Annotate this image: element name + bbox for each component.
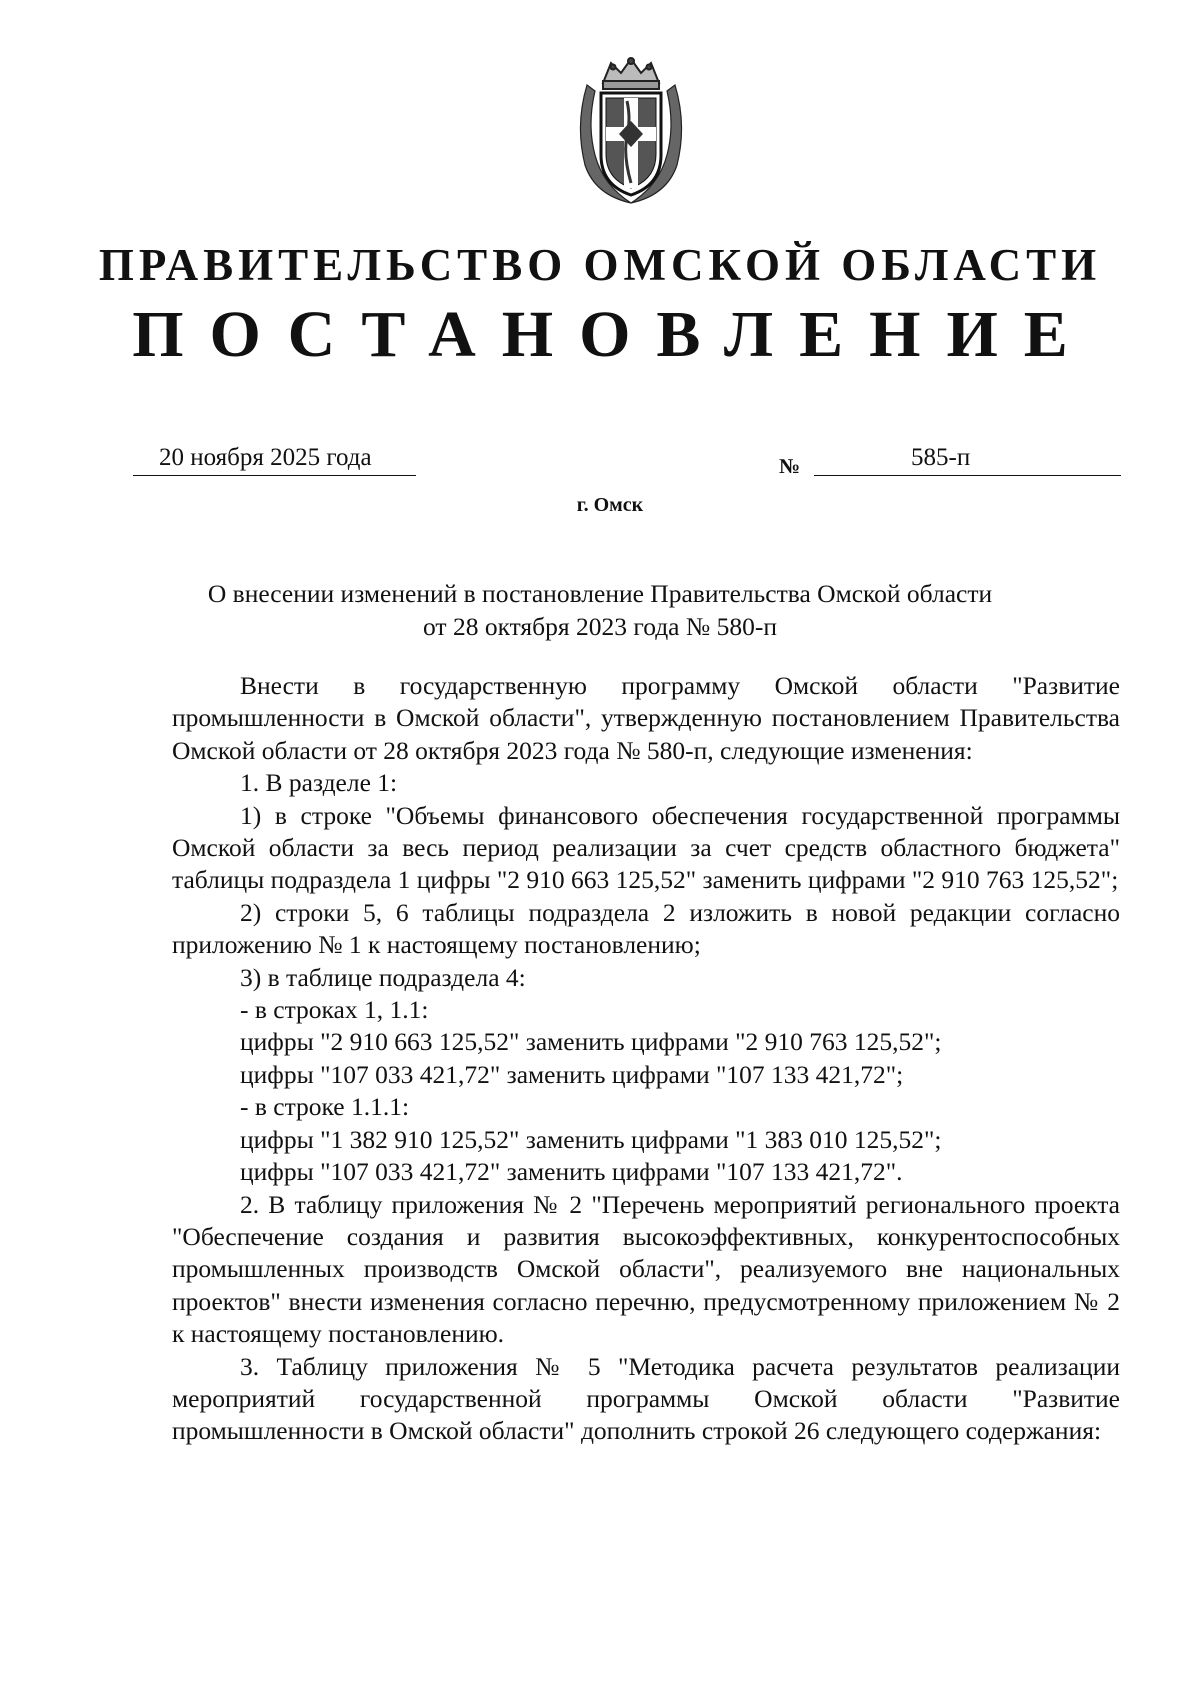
document-type-title: ПОСТАНОВЛЕНИЕ <box>132 298 1094 371</box>
body-paragraph: цифры "107 033 421,72" заменить цифрами "107 133 421,72"; <box>240 1059 904 1089</box>
document-date-field <box>133 443 416 476</box>
document-city: г. Омск <box>576 494 644 516</box>
organization-title: ПРАВИТЕЛЬСТВО ОМСКОЙ ОБЛАСТИ <box>98 240 1102 290</box>
document-number: 585-п <box>911 444 971 471</box>
body-paragraph: 2. В таблицу приложения № 2 "Перечень мероприятий регионального проекта "Обеспечение создания и развития высокоэффективных, конкурентоспособных промышленных производств Омской области", реализуемого вне национальных проектов" внести изменения согласно перечню, предусмотренному приложением № 2 к настоящему постановлению. <box>172 1189 1120 1349</box>
body-paragraph: 3. Таблицу приложения № 5 "Методика расчета результатов реализации мероприятий государственной программы Омской области "Развитие промышленности в Омской области" дополнить строкой 26 следующего содержания: <box>172 1351 1120 1446</box>
body-paragraph: Внести в государственную программу Омской области "Развитие промышленности в Омской области", утвержденную постановлением Правительства Омской области от 28 октября 2023 года № 580-п, следующие изменения: <box>172 671 1120 765</box>
document-date: 20 ноября 2025 года <box>159 444 372 471</box>
subject-line: от 28 октября 2023 года № 580-п <box>423 612 777 641</box>
body-paragraph: цифры "107 033 421,72" заменить цифрами "107 133 421,72". <box>240 1157 903 1187</box>
subject-line: О внесении изменений в постановление Правительства Омской области <box>207 579 993 608</box>
body-paragraph: 3) в таблице подраздела 4: <box>240 962 526 992</box>
body-paragraph: - в строке 1.1.1: <box>240 1092 410 1122</box>
body-paragraph: - в строках 1, 1.1: <box>240 995 429 1025</box>
document-number-field <box>814 443 1121 476</box>
body-paragraph: цифры "1 382 910 125,52" заменить цифрами "1 383 010 125,52"; <box>240 1124 942 1154</box>
body-paragraph: 1) в строке "Объемы финансового обеспечения государственной программы Омской области за весь период реализации за счет средств областного бюджета" таблицы подраздела 1 цифры "2 910 663 125,52" заменить цифрами "2 910 763 125,52"; <box>172 800 1120 895</box>
document-number-label: № <box>779 454 801 478</box>
body-paragraph: 1. В разделе 1: <box>240 768 398 798</box>
document-subject <box>120 577 1080 643</box>
document-body <box>172 670 1120 1448</box>
coat-of-arms-icon <box>573 55 689 205</box>
body-paragraph: 2) строки 5, 6 таблицы подраздела 2 изложить в новой редакции согласно приложению № 1 к настоящему постановлению; <box>172 897 1120 960</box>
body-paragraph: цифры "2 910 663 125,52" заменить цифрами "2 910 763 125,52"; <box>240 1027 942 1057</box>
